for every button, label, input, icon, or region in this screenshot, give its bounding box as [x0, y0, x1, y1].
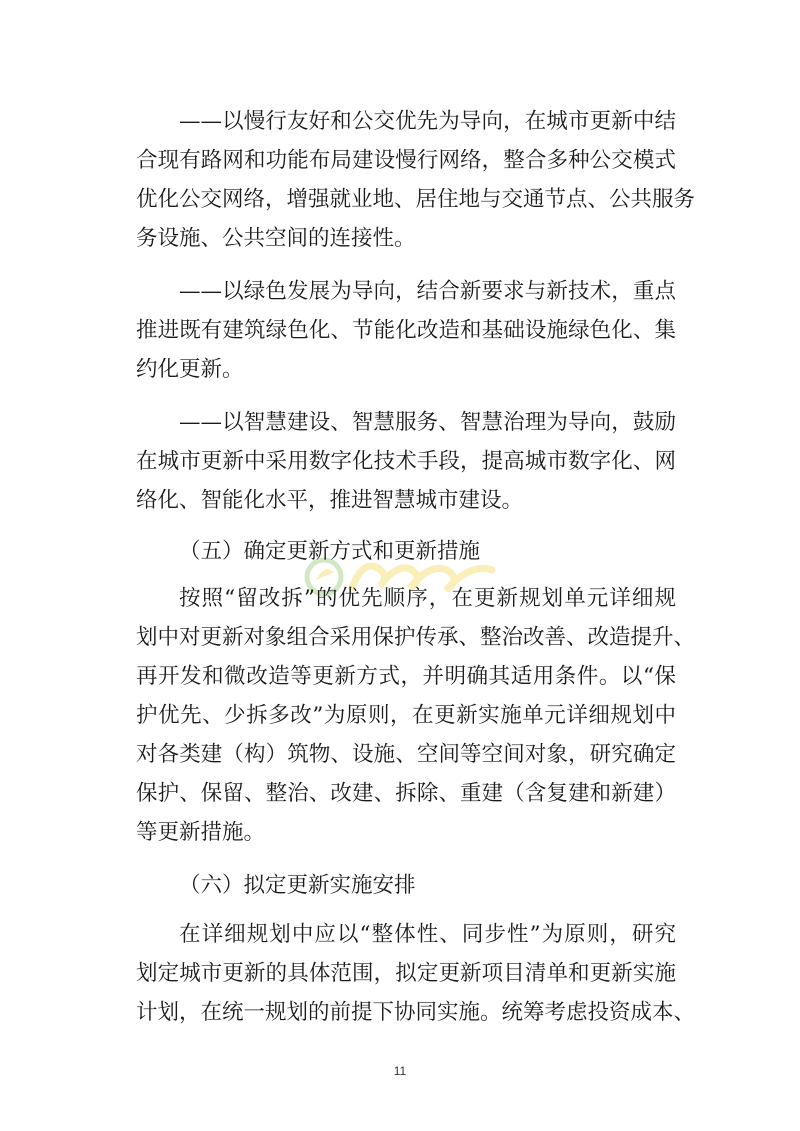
paragraph-line: 保护、保留、整治、改建、拆除、重建（含复建和新建）: [136, 781, 676, 806]
paragraph-line: ——以慢行友好和公交优先为导向，在城市更新中结: [179, 109, 676, 134]
paragraph-line: 等更新措施。: [136, 820, 266, 845]
paragraph-line: 在详细规划中应以“整体性、同步性”为原则，研究: [179, 922, 676, 947]
paragraph-line: ——以绿色发展为导向，结合新要求与新技术，重点: [179, 279, 676, 304]
paragraph-line: ——以智慧建设、智慧服务、智慧治理为导向，鼓励: [179, 410, 676, 435]
paragraph-line: 对各类建（构）筑物、设施、空间等空间对象，研究确定: [136, 742, 676, 767]
section-heading-6: （六）拟定更新实施安排: [179, 873, 416, 898]
paragraph-line: 划定城市更新的具体范围，拟定更新项目清单和更新实施: [136, 961, 676, 986]
paragraph-line: 在城市更新中采用数字化技术手段，提高城市数字化、网: [136, 449, 676, 474]
paragraph-line: 护优先、少拆多改”为原则，在更新实施单元详细规划中: [136, 703, 676, 728]
section-heading-5: （五）确定更新方式和更新措施: [179, 539, 481, 564]
page-number: 11: [393, 1064, 407, 1078]
paragraph-line: 按照“留改拆”的优先顺序，在更新规划单元详细规: [179, 586, 676, 611]
paragraph-line: 络化、智能化水平，推进智慧城市建设。: [136, 488, 524, 513]
watermark-leaf-icon: [316, 569, 334, 580]
paragraph-line: 再开发和微改造等更新方式，并明确其适用条件。以“保: [136, 664, 676, 689]
paragraph-line: 推进既有建筑绿色化、节能化改造和基础设施绿色化、集: [136, 318, 676, 343]
paragraph-line: 务设施、公共空间的连接性。: [136, 226, 416, 251]
paragraph-line: 计划，在统一规划的前提下协同实施。统筹考虑投资成本、: [136, 1000, 696, 1025]
paragraph-line: 约化更新。: [136, 357, 244, 382]
paragraph-line: 优化公交网络，增强就业地、居住地与交通节点、公共服务: [136, 187, 696, 212]
paragraph-line: 合现有路网和功能布局建设慢行网络，整合多种公交模式: [136, 148, 676, 173]
paragraph-line: 划中对更新对象组合采用保护传承、整治改善、改造提升、: [136, 625, 696, 650]
